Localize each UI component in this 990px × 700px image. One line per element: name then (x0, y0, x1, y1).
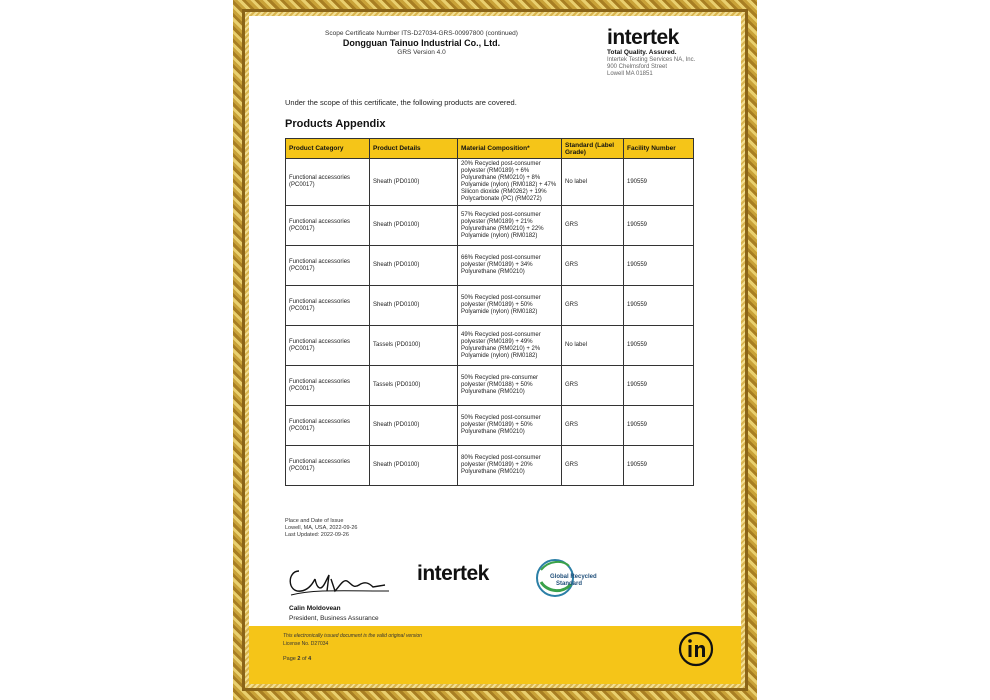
certificate-header (249, 30, 594, 56)
license-number: License No. D27034 (283, 641, 329, 647)
signatory-title: President, Business Assurance (289, 615, 379, 622)
cell-product-details: Sheath (PD0100) (370, 286, 458, 326)
intertek-logo: intertek (607, 26, 679, 49)
scope-certificate-number: Scope Certificate Number ITS-D27034-GRS-00997800 (continued) (325, 30, 518, 37)
yellow-footer (249, 626, 741, 684)
cell-material-composition: 57% Recycled post-consumer polyester (RM0189) + 21% Polyurethane (RM0210) + 22% Polyamide (nylon) (RM0182) (458, 206, 562, 246)
cell-material-composition: 50% Recycled post-consumer polyester (RM0189) + 50% Polyurethane (RM0210) (458, 406, 562, 446)
col-header-material-composition: Material Composition* (458, 139, 562, 159)
issue-place-date: Lowell, MA, USA, 2022-09-26 (285, 525, 358, 531)
cell-standard: GRS (562, 366, 624, 406)
cell-product-details: Sheath (PD0100) (370, 159, 458, 206)
cell-product-details: Sheath (PD0100) (370, 206, 458, 246)
intertek-address (607, 57, 695, 78)
cell-facility-number: 190559 (624, 159, 694, 206)
scope-intro-text: Under the scope of this certificate, the following products are covered. (285, 98, 517, 107)
cell-material-composition: 49% Recycled post-consumer polyester (RM0189) + 49% Polyurethane (RM0210) + 2% Polyamide (nylon) (RM0182) (458, 326, 562, 366)
table-header-row (286, 139, 694, 159)
electronic-document-note: This electronically issued document is the valid original version (283, 633, 422, 639)
cell-product-category: Functional accessories (PC0017) (286, 366, 370, 406)
company-name: Dongguan Tainuo Industrial Co., Ltd. (342, 38, 501, 48)
cell-material-composition: 20% Recycled post-consumer polyester (RM0189) + 6% Polyurethane (RM0210) + 8% Polyamide (nylon) (RM0182) + 47% Silicon dioxide (RM0262) + 19% Polycarbonate (PC) (RM0272) (458, 159, 562, 206)
cell-facility-number: 190559 (624, 246, 694, 286)
signatory-name: Calin Moldovean (289, 605, 341, 612)
last-updated: Last Updated: 2022-09-26 (285, 532, 349, 538)
col-header-product-details: Product Details (370, 139, 458, 159)
cell-standard: GRS (562, 406, 624, 446)
cell-standard: No label (562, 159, 624, 206)
page-indicator: Page 2 of 4 (283, 656, 312, 662)
cell-standard: GRS (562, 206, 624, 246)
table-row (286, 446, 694, 486)
cell-standard: GRS (562, 446, 624, 486)
table-row (286, 286, 694, 326)
cell-facility-number: 190559 (624, 406, 694, 446)
address-line: Intertek Testing Services NA, Inc. (607, 57, 696, 63)
grs-version: GRS Version 4.0 (397, 49, 446, 56)
issue-info (285, 518, 357, 539)
cell-product-category: Functional accessories (PC0017) (286, 446, 370, 486)
cell-product-category: Functional accessories (PC0017) (286, 246, 370, 286)
table-row (286, 366, 694, 406)
cell-facility-number: 190559 (624, 206, 694, 246)
cell-product-details: Sheath (PD0100) (370, 246, 458, 286)
signature-image (285, 561, 395, 601)
grs-logo-line2: Standard (556, 581, 583, 587)
table-row (286, 406, 694, 446)
frame-inner-border (242, 9, 748, 691)
address-line: Lowell MA 01851 (607, 71, 653, 77)
cell-standard: No label (562, 326, 624, 366)
cell-material-composition: 80% Recycled post-consumer polyester (RM0189) + 20% Polyurethane (RM0210) (458, 446, 562, 486)
cell-product-category: Functional accessories (PC0017) (286, 286, 370, 326)
table-row (286, 206, 694, 246)
intertek-in-icon (677, 630, 715, 668)
intertek-tagline: Total Quality. Assured. (607, 49, 677, 56)
cell-product-details: Tassels (PD0100) (370, 326, 458, 366)
cell-facility-number: 190559 (624, 366, 694, 406)
cell-standard: GRS (562, 246, 624, 286)
table-row (286, 326, 694, 366)
issue-label: Place and Date of Issue (285, 518, 344, 524)
certificate-page (249, 16, 741, 684)
cell-standard: GRS (562, 286, 624, 326)
col-header-facility-number: Facility Number (624, 139, 694, 159)
intertek-logo-bottom: intertek (417, 562, 489, 585)
cell-product-details: Tassels (PD0100) (370, 366, 458, 406)
address-line: 900 Chelmsford Street (607, 64, 668, 70)
grs-logo-line1: Global Recycled (550, 574, 597, 580)
col-header-standard: Standard (Label Grade) (562, 139, 624, 159)
cell-facility-number: 190559 (624, 286, 694, 326)
cell-facility-number: 190559 (624, 326, 694, 366)
gold-frame (233, 0, 757, 700)
cell-product-category: Functional accessories (PC0017) (286, 326, 370, 366)
frame-inner-border-light (245, 12, 745, 688)
col-header-product-category: Product Category (286, 139, 370, 159)
table-row (286, 159, 694, 206)
cell-product-details: Sheath (PD0100) (370, 446, 458, 486)
intertek-brand-block (607, 26, 695, 78)
table-row (286, 246, 694, 286)
cell-material-composition: 50% Recycled pre-consumer polyester (RM0188) + 50% Polyurethane (RM0210) (458, 366, 562, 406)
products-appendix-title: Products Appendix (285, 118, 386, 130)
cell-product-category: Functional accessories (PC0017) (286, 206, 370, 246)
cell-product-category: Functional accessories (PC0017) (286, 406, 370, 446)
products-appendix-table (285, 138, 694, 486)
cell-material-composition: 50% Recycled post-consumer polyester (RM0189) + 50% Polyamide (nylon) (RM0182) (458, 286, 562, 326)
cell-facility-number: 190559 (624, 446, 694, 486)
cell-product-details: Sheath (PD0100) (370, 406, 458, 446)
cell-product-category: Functional accessories (PC0017) (286, 159, 370, 206)
cell-material-composition: 66% Recycled post-consumer polyester (RM0189) + 34% Polyurethane (RM0210) (458, 246, 562, 286)
grs-logo (533, 556, 609, 600)
